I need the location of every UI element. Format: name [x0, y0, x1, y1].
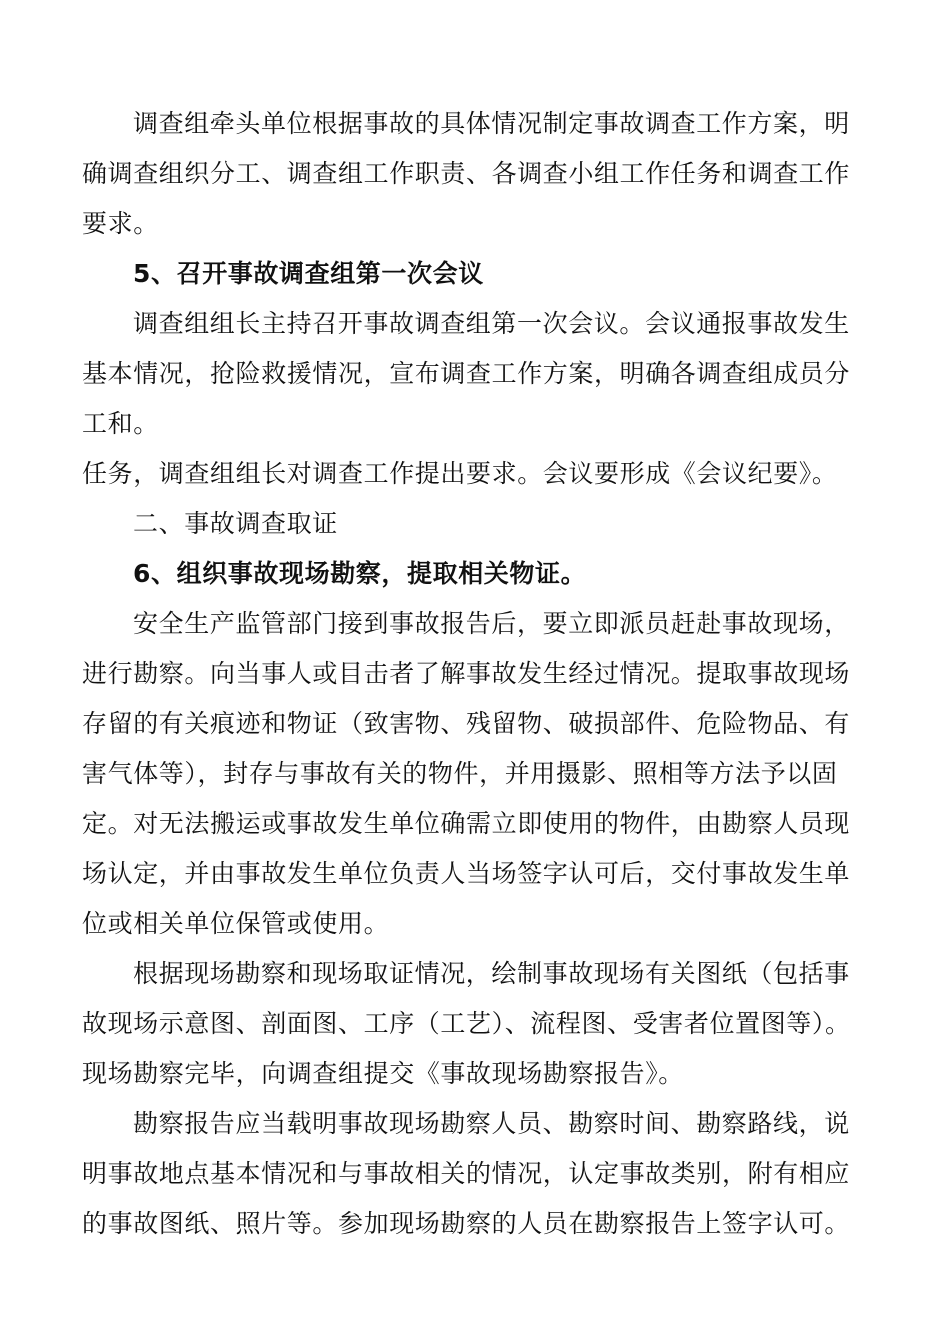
section-heading-6: 6、组织事故现场勘察，提取相关物证。 — [133, 559, 587, 588]
text-line-19: 故现场示意图、剖面图、工序（工艺）、流程图、受害者位置图等）。 — [82, 1009, 851, 1038]
text-line-8: 任务，调查组组长对调查工作提出要求。会议要形成《会议纪要》。 — [82, 459, 838, 488]
text-line-1: 调查组牵头单位根据事故的具体情况制定事故调查工作方案，明 — [133, 109, 850, 138]
text-line-15: 定。对无法搬运或事故发生单位确需立即使用的物件，由勘察人员现 — [82, 809, 851, 838]
text-line-16: 场认定，并由事故发生单位负责人当场签字认可后，交付事故发生单 — [82, 859, 851, 888]
text-line-5: 调查组组长主持召开事故调查组第一次会议。会议通报事故发生 — [133, 309, 850, 338]
text-line-22: 明事故地点基本情况和与事故相关的情况，认定事故类别，附有相应 — [82, 1159, 851, 1188]
text-line-18: 根据现场勘察和现场取证情况，绘制事故现场有关图纸（包括事 — [133, 959, 850, 988]
text-line-13: 存留的有关痕迹和物证（致害物、残留物、破损部件、危险物品、有 — [82, 709, 851, 738]
text-line-14: 害气体等），封存与事故有关的物件，并用摄影、照相等方法予以固 — [82, 759, 838, 788]
text-line-21: 勘察报告应当载明事故现场勘察人员、勘察时间、勘察路线，说 — [133, 1109, 850, 1138]
text-line-7: 工和。 — [82, 409, 159, 438]
text-line-12: 进行勘察。向当事人或目击者了解事故发生经过情况。提取事故现场 — [82, 659, 851, 688]
text-line-17: 位或相关单位保管或使用。 — [82, 909, 390, 938]
section-heading-5: 5、召开事故调查组第一次会议 — [133, 259, 484, 288]
text-line-2: 确调查组织分工、调查组工作职责、各调查小组工作任务和调查工作 — [82, 159, 851, 188]
section-heading-2: 二、事故调查取证 — [133, 509, 338, 538]
text-line-3: 要求。 — [82, 209, 159, 238]
text-line-6: 基本情况，抢险救援情况，宣布调查工作方案，明确各调查组成员分 — [82, 359, 851, 388]
text-line-23: 的事故图纸、照片等。参加现场勘察的人员在勘察报告上签字认可。 — [82, 1209, 851, 1238]
text-line-11: 安全生产监管部门接到事故报告后，要立即派员赶赴事故现场， — [133, 609, 850, 638]
text-line-20: 现场勘察完毕，向调查组提交《事故现场勘察报告》。 — [82, 1059, 684, 1088]
